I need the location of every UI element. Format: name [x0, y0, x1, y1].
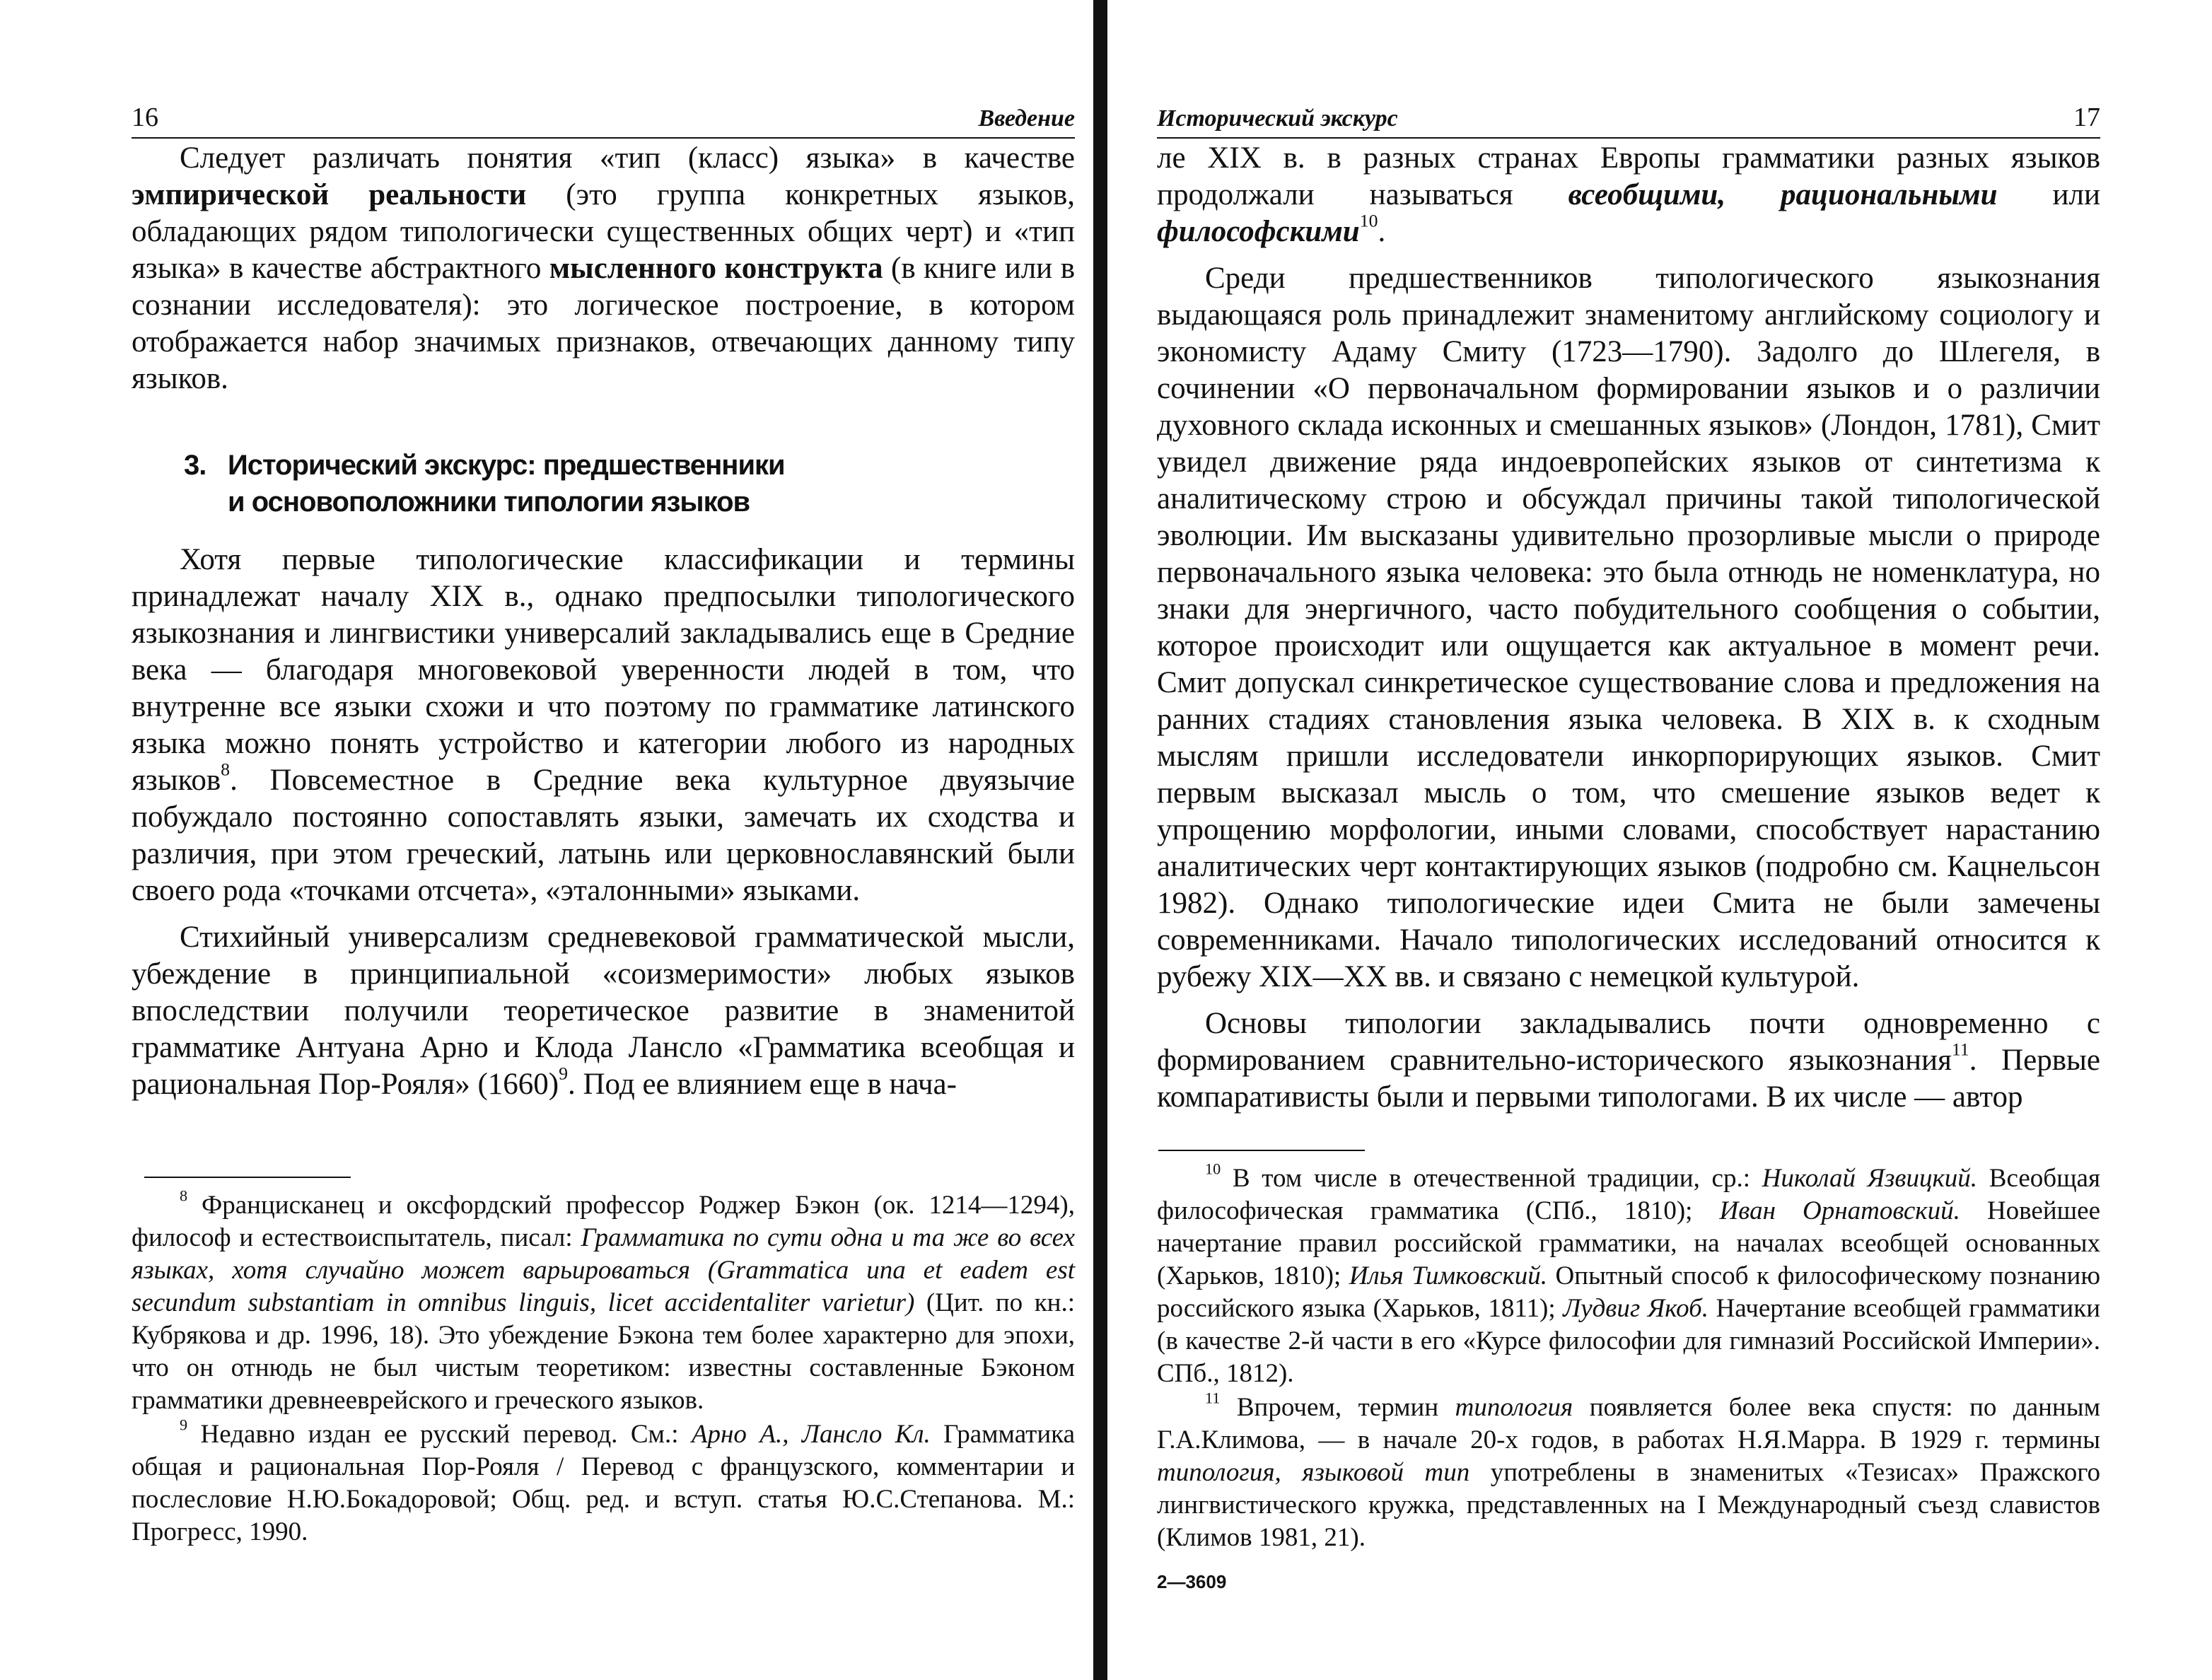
footnote-10: $^{10}$ В том числе в отечественной традиции, ср.: Николай Язвицкий. Всеобщая философическая грамматика (СПб., 1810); Иван Орнатовский. Новейшее начертание правил российской грамматики, на началах всеобщей основанных (Харьков, 1810); Илья Тимковский. Опытный способ к философическому познанию российского языка (Харьков, 1811); Лудвиг Якоб. Начертание всеобщей грамматики (в качестве 2-й части в его «Курсе философии для гимназий Российской Империи». СПб., 1812).: [1157, 1160, 2101, 1388]
left-intro-text: [132, 140, 1075, 407]
footnote-rule: [1158, 1150, 1365, 1151]
paragraph-medieval-origins: Хотя первые типологические классификации и термины принадлежат началу XIX в., однако предпосылки типологического языкознания и лингвистики универсалий закладывались еще в Средние века — благодаря многовековой уверенности людей в том, что внутренне все языки схожи и что поэтому по грамматике латинского языка можно понять устройство и категории любого из народных языков$^8$. Повсеместное в Средние века культурное двуязычие побуждало постоянно сопоставлять языки, замечать их сходства и различия, при этом греческий, латынь или церковнославянский были своего рода «точками отсчета», «эталонными» языками.: [132, 543, 1075, 907]
running-title-right: Исторический экскурс: [1157, 105, 1398, 132]
running-title-left: Введение: [978, 105, 1075, 132]
section-title-line2: и основоположники типологии языков: [228, 486, 750, 518]
section-heading: [184, 447, 1075, 520]
running-head-right: [1157, 100, 2100, 139]
footnote-ref-8: 8: [221, 759, 231, 780]
right-footnotes: [1157, 1150, 2100, 1554]
paragraph-type-definition: Следует различать понятия «тип (класс) языка» в качестве эмпирической реальности (это группа конкретных языков, обладающих рядом типологически существенных общих черт) и «тип языка» в качестве абстрактного мысленного конструкта (в книге или в сознании исследователя): это логическое построение, в котором отображается набор значимых признаков, отвечающих данному типу языков.: [132, 141, 1075, 395]
book-gutter: [1093, 0, 1107, 1680]
footnote-rule: [144, 1177, 351, 1178]
section-number: 3.: [184, 450, 206, 481]
paragraph-continuation: ле XIX в. в разных странах Европы грамматики разных языков продолжали называться всеобщими, рациональными или философскими$^{10}$.: [1157, 141, 2100, 248]
running-head-left: [132, 100, 1075, 139]
footnote-11: $^{11}$ Впрочем, термин типология появляется более века спустя: по данным Г.А.Климова, — в начале 20-х годов, в работах Н.Я.Марра. В 1929 г. термины типология, языковой тип употреблены в знаменитых «Тезисах» Пражского лингвистического кружка, представленных на I Международный съезд славистов (Климов 1981, 21).: [1157, 1389, 2100, 1552]
section-title-line1: Исторический экскурс: предшественники: [228, 450, 785, 481]
left-page: [132, 0, 1075, 1680]
right-page: [1157, 0, 2100, 1680]
footnote-ref-11: 11: [1951, 1039, 1969, 1060]
page-number-left: 16: [132, 103, 158, 132]
page-number-right: 17: [2073, 103, 2100, 132]
left-footnotes: [132, 1177, 1075, 1548]
footnote-ref-10: 10: [1359, 210, 1378, 231]
footnote-9: $^9$ Недавно издан ее русский перевод. См.: Арно А., Лансло Кл. Грамматика общая и рациональная Пор-Рояля / Перевод с французского, комментарии и послесловие Н.Ю.Бокадоровой; Общ. ред. и вступ. статья Ю.С.Степанова. М.: Прогресс, 1990.: [132, 1416, 1075, 1546]
paragraph-adam-smith: Среди предшественников типологического языкознания выдающаяся роль принадлежит знаменитому английскому социологу и экономисту Адаму Смиту (1723—1790). Задолго до Шлегеля, в сочинении «О первоначальном формировании языков и о различии духовного склада исконных и смешанных языков» (Лондон, 1781), Смит увидел движение ряда индоевропейских языков от синтетизма к аналитическому строю и обсуждал причины такой типологической эволюции. Им высказаны удивительно прозорливые мысли о природе первоначального языка человека: это была отнюдь не номенклатура, но знаки для энергичного, часто побудительного сообщения о событии, которое происходит или ощущается как актуальное в момент речи. Смит допускал синкретическое существование слова и предложения на ранних стадиях становления языка человека. В XIX в. к сходным мыслям пришли исследователи инкорпорирующих языков. Смит первым высказал мысль о том, что смешение языков ведет к упрощению морфологии, иными словами, способствует нарастанию аналитических черт контактирующих языков (подробно см. Кацнельсон 1982). Однако типологические идеи Смита не были замечены современниками. Начало типологических исследований относится к рубежу XIX—XX вв. и связано с немецкой культурой.: [1157, 262, 2100, 993]
printer-signature: 2—3609: [1157, 1571, 1227, 1592]
paragraph-port-royal: Стихийный универсализм средневековой грамматической мысли, убеждение в принципиальной «соизмеримости» любых языков впоследствии получили теоретическое развитие в знаменитой грамматике Антуана Арно и Клода Лансло «Грамматика всеобщая и рациональная Пор-Рояля» $(1660)^9$. Под ее влиянием еще в нача-: [132, 921, 1075, 1101]
left-section-text: [132, 542, 1075, 1113]
footnote-ref-9: 9: [559, 1063, 568, 1084]
right-body-text: [1157, 140, 2100, 1126]
footnote-8: $^8$ Францисканец и оксфордский профессор Роджер Бэкон (ок. 1214—1294), философ и естествоиспытатель, писал: Грамматика по сути одна и та же во всех языках, хотя случайно может варьироваться (Grammatica una et eadem est secundum substantiam in omnibus linguis, licet accidentaliter varietur) (Цит. по кн.: Кубрякова и др. 1996, 18). Это убеждение Бэкона тем более характерно для эпохи, что он отнюдь не был чистым теоретиком: известны составленные Бэконом грамматики древнееврейского и греческого языков.: [132, 1186, 1075, 1415]
paragraph-typology-foundations: Основы типологии закладывались почти одновременно с формированием сравнительно-исторического языкознания$^{11}$. Первые компаративисты были и первыми типологами. В их числе — автор: [1157, 1007, 2100, 1114]
